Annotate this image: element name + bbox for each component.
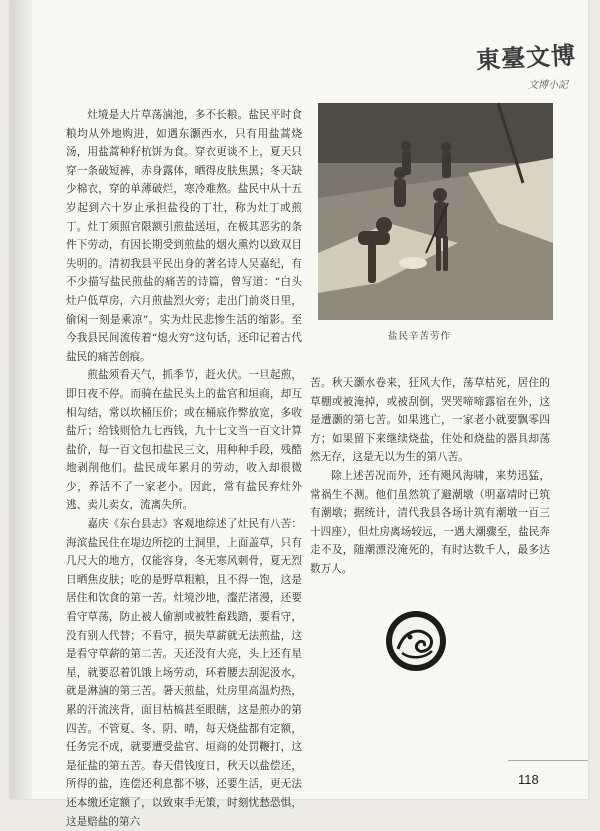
section-title: 東臺文博 [475, 40, 577, 75]
decorative-emblem-icon [384, 609, 448, 673]
right-column [310, 374, 550, 579]
paragraph: 灶境是大片草荡滷池，多不长粮。盐民平时食粮均从外地购进，如遇东灏西水，只有用盐蒿烧汤，用盐蒿种籽杭饼为食。穿衣更谈不上，夏天只穿一条破短裤，赤身露体，晒得皮肤焦黑；冬天缺少棉衣，穿的单薄破烂，寒冷难熬。盐民中从十五岁起到六十岁止承担盐役的丁壮，称为灶丁或煎丁。灶丁须照官限额引煎盐送垣，在极其恶劣的条件下劳动，有因长期受到煎盐的烟火熏灼以致双目失明的。清初我县平民出身的著名诗人吴嘉纪，有不少描写盐民煎盐的痛苦的诗篇，曾写道：“白头灶户低草房，六月煎盐烈火旁；走出门前炎日里，偷闲一刻是乘凉”。实为灶民悲惨生活的缩影。至今我县民间流传着“熄火穷”这句话，还印记着古代盐民的痛苦创痕。 [66, 109, 302, 363]
salt-workers-illustration [318, 103, 553, 320]
document-page [10, 0, 588, 828]
paragraph: 嘉庆《东台县志》客观地综述了灶民有八苦：海滨盐民住在堤边所挖的土洞里，上面盖草，只有几尺大的地方，仅能容身，冬无寒风刺骨，夏无烈日晒焦皮肤；吃的是野草粗粮，且不得一饱，这是居住和饮食的第一苦。灶境沙地，瀣茫渚漫，还要看守草荡，防止被人偷割或被牲畜践踏，要看守，没有别人代替；不看守，损失草薪就无法煎盐，这是看守草薪的第二苦。天还没有大亮，头上还有星星，就要忍着饥饿上场劳动，环着腰去刮泥汲水，就是淋滷的第三苦。暑天煎盐，灶房里高温灼热，累的汗流浃背，面目枯槁甚至眼瞎，这是煎办的第四苦。不管夏、冬、阴、晴，每天烧盐都有定额，任务完不成，就要遭受盐官、垣商的处罚鞭打，这是征盐的第五苦。春天借钱度日，秋天以盐偿还，所得的盐，连偿还利息都不够，还要生活，更无法还本缴还定额了，以致束手无策，时刻忧愁恐惧，这是赔盐的第六 [66, 518, 302, 828]
paragraph: 煎盐须看天气，抓季节，赶火伏。一旦起煎，即日夜不停。而骑在盐民头上的盐官和垣商，却互相勾结，常以坎桶压价；或在桶底作弊放宽，多收盐斤；给钱则恰九七西钱，九十七文当一百文计算盐价，每一百文包扣盐民三文，用种种手段，残酷地剥削他们。盐民成年累月的劳动，收入却很微少，养活不了一家老小。因此，常有盐民弃灶外逃、卖儿卖女，流离失所。 [66, 369, 302, 512]
left-column [66, 106, 302, 831]
page-gutter [10, 0, 32, 799]
paragraph: 除上述苦况而外，还有飓风海啸，来势迅猛，常祸生不测。他们虽然筑了避潮墩（明嘉靖时已筑有潮墩；据统计，清代我县各场计筑有潮墩一百三十四座），但灶房离场较远，一遇大潮骤至，盐民奔走不及，随潮漂没淹死的，有时达数千人，最多达数万人。 [310, 469, 550, 575]
footer-rule [508, 760, 588, 761]
section-signature: 文博小記 [528, 80, 568, 91]
photo-caption: 盐民辛苦劳作 [388, 331, 452, 342]
paragraph: 苦。秋天灏水卷来，狂风大作，荡草枯死，居住的草棚或被淹掉，或被刮倒，哭哭啼啼露宿在外，这是遭灏的第七苦。如果逃亡，一家老小就要飘零四方；如果留下来继续烧盐，住处和烧盐的器具却荡然无存，这是无以为生的第八苦。 [310, 377, 550, 464]
page-number: 118 [518, 772, 539, 787]
photo-salt-workers [318, 103, 553, 320]
